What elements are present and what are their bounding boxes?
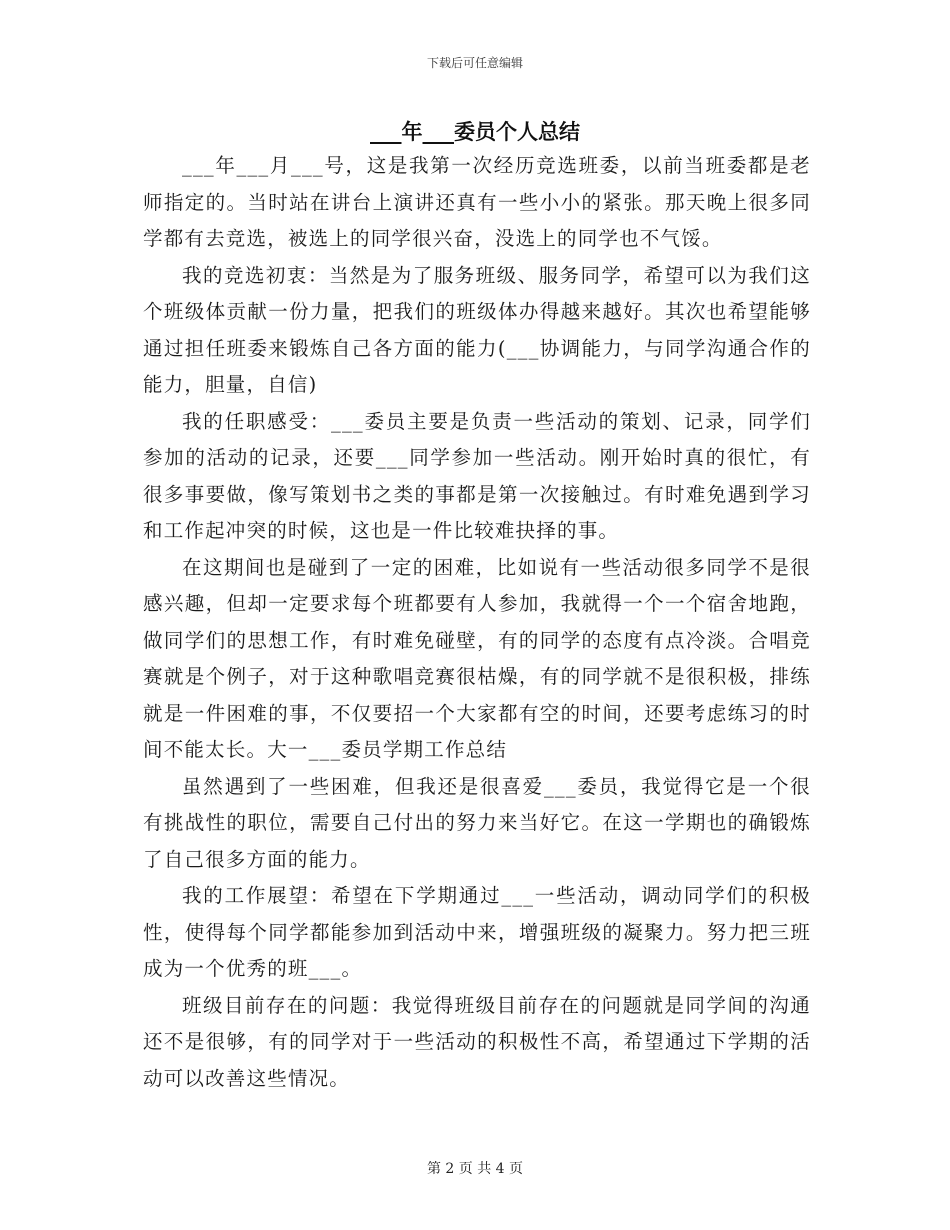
paragraph-difficulties: 在这期间也是碰到了一定的困难，比如说有一些活动很多同学不是很感兴趣，但却一定要求每个班都要有人参加，我就得一个一个宿舍地跑，做同学们的思想工作，有时难免碰壁，有的同学的态度有点冷淡。合唱竞赛就是个例子，对于这种歌唱竞赛很枯燥，有的同学就不是很积极，排练就是一件困难的事，不仅要招一个大家都有空的时间，还要考虑练习的时间不能太长。大一___委员学期工作总结 [143,555,811,761]
page-number: 第 2 页 共 4 页 [426,1161,524,1177]
paragraph-outlook: 我的工作展望：希望在下学期通过___一些活动，调动同学们的积极性，使得每个同学都能参加到活动中来，增强班级的凝聚力。努力把三班成为一个优秀的班___。 [143,884,811,980]
paragraph-reflection: 虽然遇到了一些困难，但我还是很喜爱___委员，我觉得它是一个很有挑战性的职位，需要自己付出的努力来当好它。在这一学期也的确锻炼了自己很多方面的能力。 [143,774,811,871]
header-note: 下载后可任意编辑 [426,56,523,70]
paragraph-motivation: 我的竞选初衷：当然是为了服务班级、服务同学，希望可以为我们这个班级体贡献一份力量，把我们的班级体办得越来越好。其次也希望能够通过担任班委来锻炼自己各方面的能力(___协调能力，与同学沟通合作的能力，胆量，自信) [143,263,811,396]
document-body [143,148,811,1097]
paragraph-problems: 班级目前存在的问题：我觉得班级目前存在的问题就是同学间的沟通还不是很够，有的同学对于一些活动的积极性不高，希望通过下学期的活动可以改善这些情况。 [143,993,811,1090]
paragraph-experience: 我的任职感受：___委员主要是负责一些活动的策划、记录，同学们参加的活动的记录，还要___同学参加一些活动。刚开始时真的很忙，有很多事要做，像写策划书之类的事都是第一次接触过。有时难免遇到学习和工作起冲突的时候，这也是一件比较难抉择的事。 [143,409,811,542]
paragraph-intro: ___年___月___号，这是我第一次经历竞选班委，以前当班委都是老师指定的。当时站在讲台上演讲还真有一些小小的紧张。那天晚上很多同学都有去竞选，被选上的同学很兴奋，没选上的同学也不气馁。 [143,154,811,250]
document-title: ___年___委员个人总结 [370,120,580,144]
